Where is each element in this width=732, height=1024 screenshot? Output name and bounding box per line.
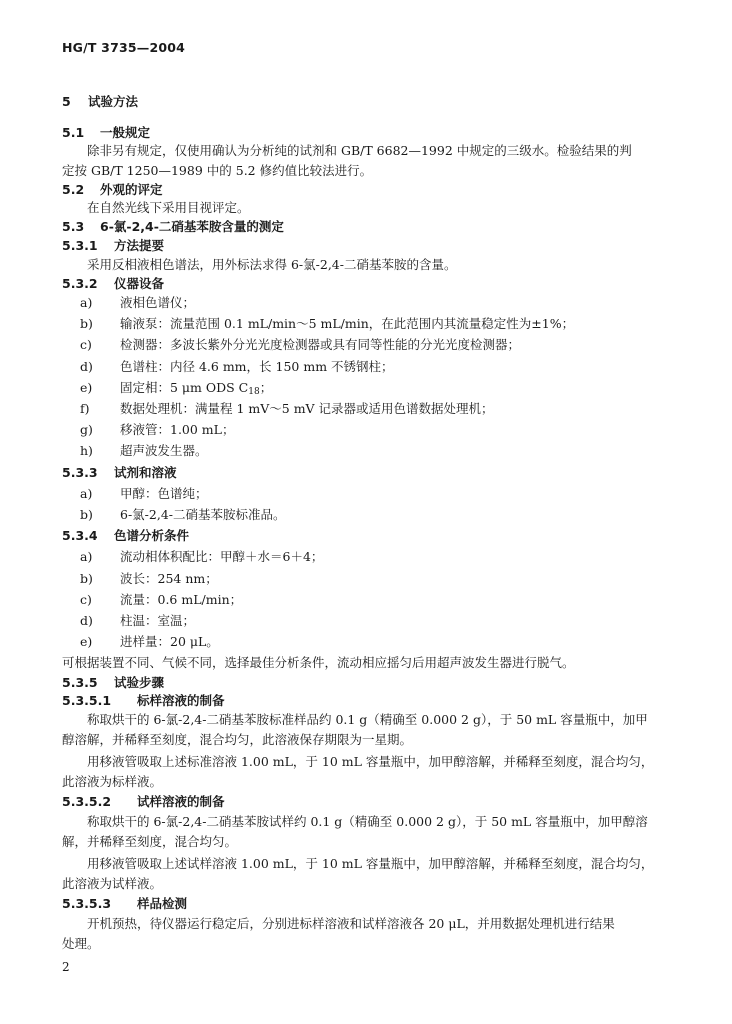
list-item: a) 甲醇：色谱纯； <box>80 485 208 501</box>
section-5-heading: 5 试验方法 <box>62 94 139 109</box>
list-item: f) 数据处理机：满量程 1 mV～5 mV 记录器或适用色谱数据处理机； <box>80 401 494 417</box>
list-item: a) 流动相体积配比：甲醇＋水＝6＋4； <box>80 549 324 565</box>
reagents-list <box>62 486 694 522</box>
section-5-3-3-heading: 5.3.3 试剂和溶液 <box>62 464 177 480</box>
section-5-3-5-3-heading: 5.3.5.3 样品检测 <box>62 895 188 911</box>
section-5-3-heading: 5.3 6-氯-2,4-二硝基苯胺含量的测定 <box>62 219 284 235</box>
list-item: c) 流量：0.6 mL/min； <box>80 591 243 607</box>
chromatography-conditions-list <box>62 549 694 649</box>
section-5-3-5-2-heading: 5.3.5.2 试样溶液的制备 <box>62 793 225 809</box>
list-item: h) 超声波发生器。 <box>80 443 208 459</box>
section-5-2-text: 在自然光线下采用目视评定。 <box>87 200 250 216</box>
conditions-note: 可根据装置不同、气候不同，选择最佳分析条件，流动相应摇匀后用超声波发生器进行脱气。 <box>62 655 575 671</box>
detection-p1-line2: 处理。 <box>62 936 100 952</box>
section-5-3-5-heading: 5.3.5 试验步骤 <box>62 674 165 690</box>
list-item: g) 移液管：1.00 mL； <box>80 422 235 438</box>
list-item: d) 柱温：室温； <box>80 613 196 629</box>
list-item: e) 固定相：5 μm ODS $C_{18}$； <box>80 379 273 396</box>
equipment-list <box>62 295 694 459</box>
standard-prep-p2-line2: 此溶液为标样液。 <box>62 773 163 789</box>
section-5-3-2-heading: 5.3.2 仪器设备 <box>62 275 165 291</box>
standard-prep-p1-line1: 称取烘干的 6-氯-2,4-二硝基苯胺标准样品约 0.1 g（精确至 0.000 2 g），于 50 mL 容量瓶中，加甲 <box>87 712 648 728</box>
list-item: b) 输液泵：流量范围 0.1 mL/min～5 mL/min，在此范围内其流量稳定性为±1%； <box>80 316 575 332</box>
standard-code: HG/T 3735—2004 <box>62 40 186 55</box>
section-5-1-text-line2: 定按 GB/T 1250—1989 中的 5.2 修约值比较法进行。 <box>62 162 373 178</box>
standard-prep-p2-line1: 用移液管吸取上述标准溶液 1.00 mL，于 10 mL 容量瓶中，加甲醇溶解，并稀释至刻度，混合均匀， <box>87 753 654 769</box>
page-number: 2 <box>62 960 70 974</box>
sample-prep-p1-line1: 称取烘干的 6-氯-2,4-二硝基苯胺试样约 0.1 g（精确至 0.000 2 g），于 50 mL 容量瓶中，加甲醇溶 <box>87 814 648 830</box>
list-item: c) 检测器：多波长紫外分光光度检测器或具有同等性能的分光光度检测器； <box>80 337 521 353</box>
standard-prep-p1-line2: 醇溶解，并稀释至刻度，混合均匀，此溶液保存期限为一星期。 <box>62 732 413 748</box>
section-5-3-1-text: 采用反相液相色谱法，用外标法求得 6-氯-2,4-二硝基苯胺的含量。 <box>87 256 457 272</box>
section-5-3-5-1-heading: 5.3.5.1 标样溶液的制备 <box>62 692 225 708</box>
section-5-2-heading: 5.2 外观的评定 <box>62 181 163 197</box>
list-item: e) 进样量：20 μL。 <box>80 634 219 650</box>
list-item: b) 波长：254 nm； <box>80 570 218 586</box>
list-item: d) 色谱柱：内径 4.6 mm，长 150 mm 不锈钢柱； <box>80 358 394 374</box>
sample-prep-p2-line2: 此溶液为试样液。 <box>62 875 163 891</box>
detection-p1-line1: 开机预热，待仪器运行稳定后，分别进标样溶液和试样溶液各 20 μL，并用数据处理机进行结果 <box>87 916 615 932</box>
sample-prep-p2-line1: 用移液管吸取上述试样溶液 1.00 mL，于 10 mL 容量瓶中，加甲醇溶解，并稀释至刻度，混合均匀， <box>87 855 654 871</box>
list-item: a) 液相色谱仪； <box>80 295 196 311</box>
section-5-1-heading: 5.1 一般规定 <box>62 125 151 141</box>
section-5-3-1-heading: 5.3.1 方法提要 <box>62 238 165 254</box>
list-item: b) 6-氯-2,4-二硝基苯胺标准品。 <box>80 507 286 523</box>
section-5-3-4-heading: 5.3.4 色谱分析条件 <box>62 528 190 544</box>
section-5-1-text-line1: 除非另有规定，仅使用确认为分析纯的试剂和 GB/T 6682—1992 中规定的三级水。检验结果的判 <box>87 143 632 159</box>
document-body <box>62 94 694 952</box>
sample-prep-p1-line2: 解，并稀释至刻度，混合均匀。 <box>62 834 238 850</box>
